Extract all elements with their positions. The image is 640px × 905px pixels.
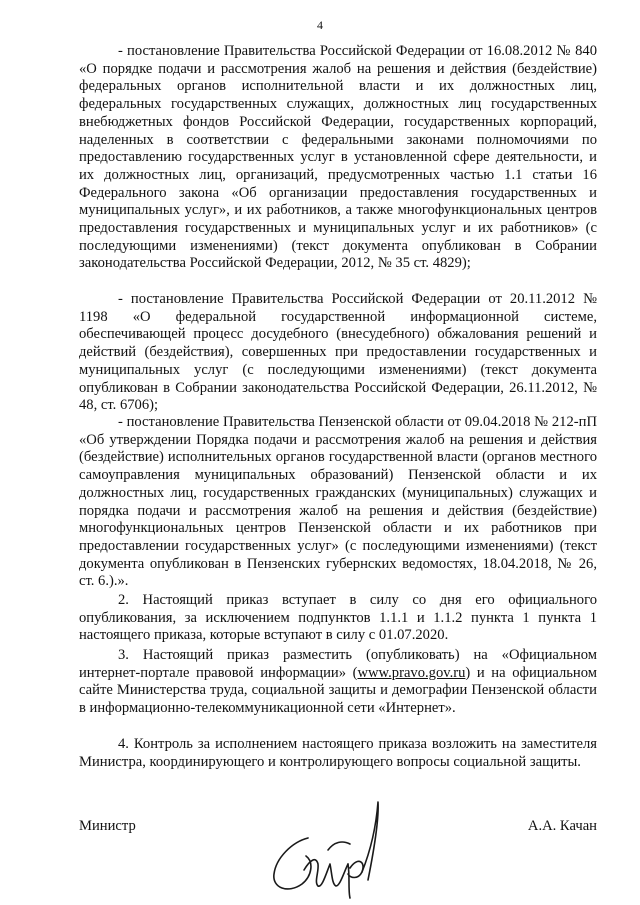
signatory-title: Министр <box>79 818 136 834</box>
pravo-link[interactable]: www.pravo.gov.ru <box>357 664 466 681</box>
clause-4 <box>79 736 597 771</box>
paragraph: - постановление Правительства Российской Федерации от 20.11.2012 № 1198 «О федеральной государственной информационной системе, обеспечивающей процесс досудебного (внесудебного) обжалования решений и действий (бездействия), совершенных при предоставлении государственных и муниципальных услуг (с последующими изменениями) (текст документа опубликован в Собрании законодательства Российской Федерации, 26.11.2012, № 48, ст. 6706); <box>79 291 597 414</box>
list-item-decree-840 <box>79 43 597 273</box>
paragraph: - постановление Правительства Пензенской области от 09.04.2018 № 212-пП «Об утверждении Порядка подачи и рассмотрения жалоб на решения и действия (бездействие) исполнительных органов государственной власти (органов местного самоуправления муниципальных образований) Пензенской области и их должностных лиц, государственных гражданских (муниципальных) служащих и порядка подачи и рассмотрения жалоб на решения и действия (бездействие) многофункциональных центров Пензенской области и их работников при предоставлении государственных услуг» (с последующими изменениями) (текст документа опубликован в Пензенских губернских ведомостях, 18.04.2018, № 26, ст. 6.).». <box>79 414 597 590</box>
paragraph: 2. Настоящий приказ вступает в силу со дня его официального опубликования, за исключением подпунктов 1.1.1 и 1.1.2 пункта 1 пункта 1 настоящего приказа, которые вступают в силу с 01.07.2020. <box>79 592 597 644</box>
paragraph: - постановление Правительства Российской Федерации от 16.08.2012 № 840 «О порядке подачи и рассмотрения жалоб на решения и действия (бездействие) федеральных органов исполнительной власти и их должностных лиц, федеральных государственных служащих, должностных лиц государственных внебюджетных фондов Российской Федерации, государственных корпораций, наделенных в соответствии с федеральными законами полномочиями по предоставлению государственных услуг в установленной сфере деятельности, и их должностных лиц, организаций, предусмотренных частью 1.1 статьи 16 Федерального закона «Об организации предоставления государственных и муниципальных услуг», и их работников, а также многофункциональных центров предоставления государственных и муниципальных услуг и их работников» (с последующими изменениями) (текст документа опубликован в Собрании законодательства Российской Федерации, 2012, № 35 ст. 4829); <box>79 43 597 272</box>
clause-3-text-end: ) и на официальном сайте Министерства труда, социальной защиты и демографии Пензенской области в информационно-телекоммуникационной сети «Интернет». <box>79 664 597 717</box>
paragraph: 4. Контроль за исполнением настоящего приказа возложить на заместителя Министра, координирующего и контролирующего вопросы социальной защиты. <box>79 736 597 770</box>
list-item-decree-1198 <box>79 291 597 415</box>
list-item-decree-212 <box>79 414 597 591</box>
paragraph <box>79 647 597 718</box>
clause-3 <box>79 647 597 718</box>
page-number: 4 <box>317 18 323 32</box>
clause-3-text-start: 3. Настоящий приказ разместить (опубликовать) на «Официальном интернет-портале правовой информации» ( <box>79 647 597 681</box>
signatory-name: А.А. Качан <box>527 818 597 834</box>
clause-2 <box>79 592 597 645</box>
handwritten-signature <box>262 790 392 905</box>
